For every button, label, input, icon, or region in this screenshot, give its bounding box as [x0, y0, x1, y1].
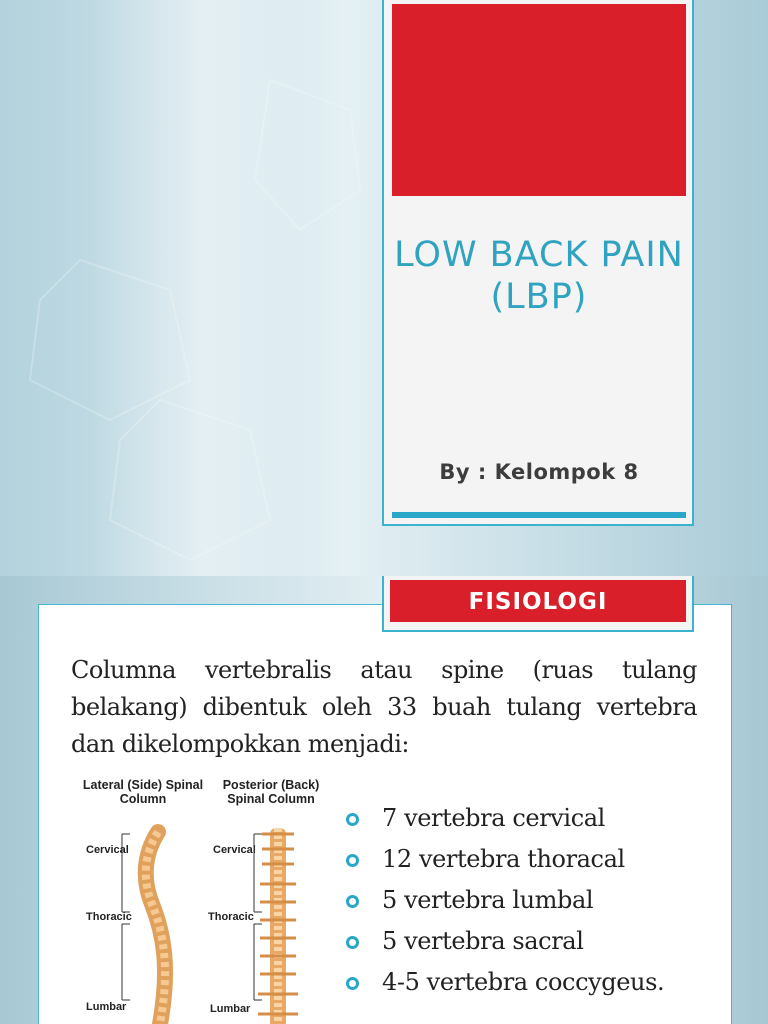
list-item: [344, 845, 664, 886]
list-item-text: 5 vertebra sacral: [382, 927, 584, 955]
list-item-text: 7 vertebra cervical: [382, 804, 605, 832]
background-hex-pattern: [20, 250, 280, 570]
section-tab: [382, 576, 694, 632]
lateral-region-thoracic: Thoracic: [86, 911, 132, 923]
circle-bullet-icon: [346, 854, 359, 867]
circle-bullet-icon: [346, 936, 359, 949]
posterior-region-lumbar: Lumbar: [210, 1003, 251, 1015]
slide-title: LOW BACK PAIN (LBP): [394, 235, 684, 317]
posterior-region-cervical: Cervical: [213, 844, 256, 856]
list-item: [344, 927, 664, 968]
lateral-region-lumbar: Lumbar: [86, 1001, 127, 1013]
lateral-caption: Lateral (Side) Spinal Column: [82, 778, 204, 806]
list-item: [344, 968, 664, 1009]
circle-bullet-icon: [346, 813, 359, 826]
spine-figure: [72, 774, 334, 1024]
list-item-text: 4-5 vertebra coccygeus.: [382, 968, 665, 996]
lateral-region-cervical: Cervical: [86, 844, 129, 856]
circle-bullet-icon: [346, 977, 359, 990]
posterior-region-thoracic: Thoracic: [208, 911, 254, 923]
intro-paragraph: Columna vertebralis atau spine (ruas tulang belakang) dibentuk oleh 33 buah tulang vertebra dan dikelompokkan menjadi:: [71, 656, 697, 758]
list-item: [344, 886, 664, 927]
vertebra-list: [344, 804, 664, 1009]
list-item-text: 5 vertebra lumbal: [382, 886, 594, 914]
list-item-text: 12 vertebra thoracal: [382, 845, 625, 873]
title-accent-bar: [392, 512, 686, 518]
list-item: [344, 804, 664, 845]
title-red-banner: [392, 4, 686, 196]
author-byline: By : Kelompok 8: [439, 460, 639, 484]
title-card: [382, 0, 694, 526]
background-hex-pattern-2: [250, 60, 370, 260]
circle-bullet-icon: [346, 895, 359, 908]
posterior-caption: Posterior (Back) Spinal Column: [222, 778, 320, 806]
section-title: FISIOLOGI: [390, 580, 686, 622]
fisiologi-slide: [0, 576, 768, 1024]
spine-illustration: [72, 774, 334, 1024]
